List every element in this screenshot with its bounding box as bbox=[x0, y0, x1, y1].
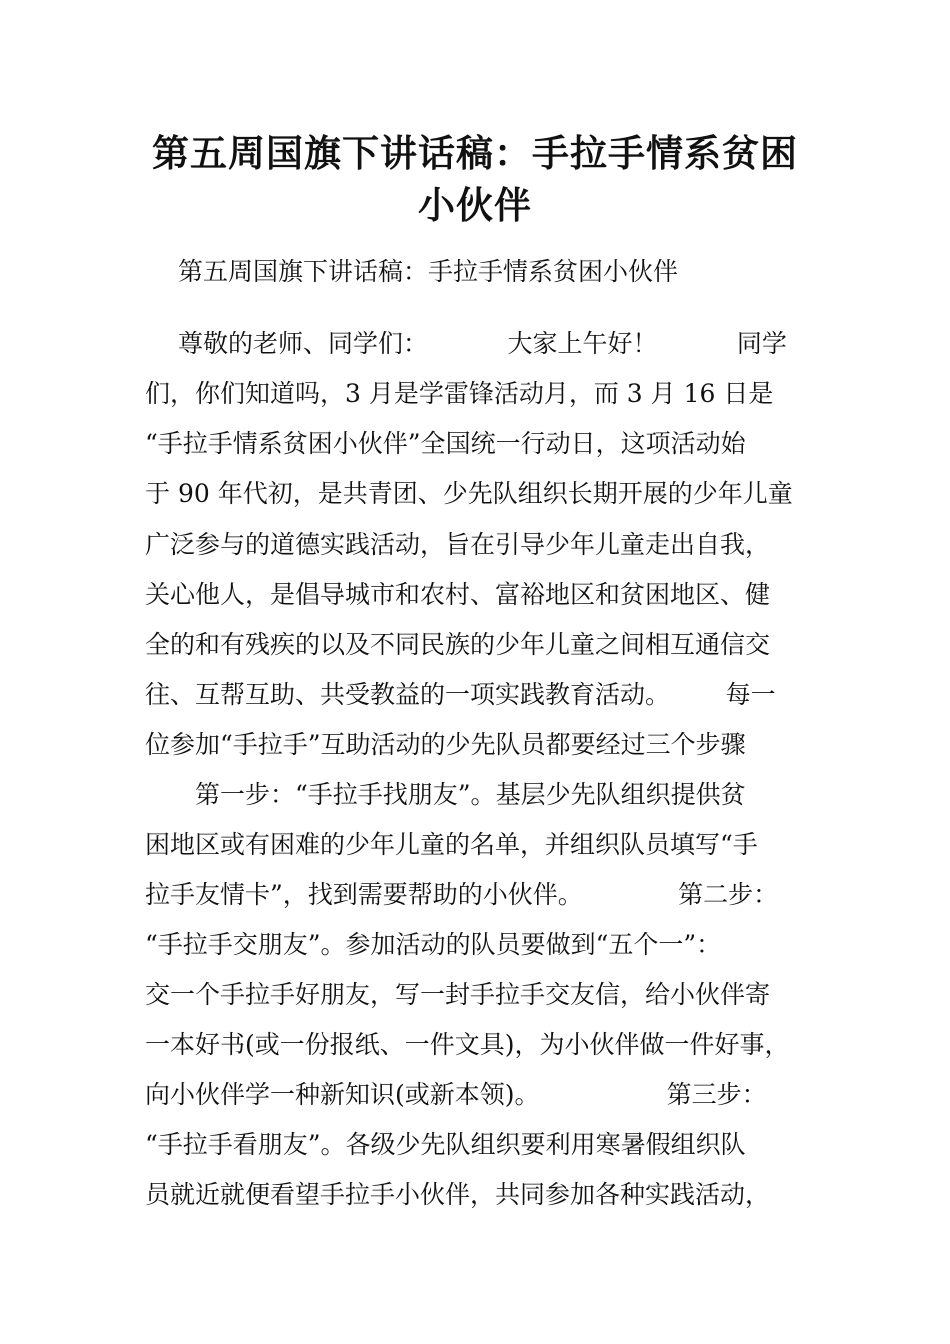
body-line: 拉手友情卡”，找到需要帮助的小伙伴。 第二步： bbox=[145, 880, 779, 909]
body-line: “手拉手看朋友”。各级少先队组织要利用寒暑假组织队 bbox=[145, 1130, 746, 1159]
body-line: 关心他人，是倡导城市和农村、富裕地区和贫困地区、健 bbox=[145, 580, 771, 609]
subtitle-line: 第五周国旗下讲话稿：手拉手情系贫困小伙伴 bbox=[178, 257, 679, 286]
title-line-1: 第五周国旗下讲话稿：手拉手情系贫困 bbox=[152, 132, 798, 175]
body-line: 第一步：“手拉手找朋友”。基层少先队组织提供贫 bbox=[195, 780, 746, 809]
body-line: 向小伙伴学一种新知识(或新本领)。 第三步： bbox=[145, 1080, 767, 1109]
body-line: 于 90 年代初，是共青团、少先队组织长期开展的少年儿童 bbox=[145, 479, 793, 508]
body-line: 全的和有残疾的以及不同民族的少年儿童之间相互通信交 bbox=[145, 630, 771, 659]
body-line: 位参加“手拉手”互助活动的少先队员都要经过三个步骤 bbox=[145, 730, 746, 759]
body-line: 困地区或有困难的少年儿童的名单，并组织队员填写“手 bbox=[145, 830, 758, 859]
body-line: 往、互帮互助、共受教益的一项实践教育活动。 每一 bbox=[145, 680, 776, 709]
body-line: 一本好书(或一份报纸、一件文具)，为小伙伴做一件好事， bbox=[145, 1030, 790, 1059]
body-line: 尊敬的老师、同学们： 大家上午好！ 同学 bbox=[178, 329, 787, 358]
title-line-2: 小伙伴 bbox=[418, 184, 532, 227]
body-line: 们，你们知道吗，3 月是学雷锋活动月，而 3 月 16 日是 bbox=[145, 379, 774, 408]
body-line: 广泛参与的道德实践活动，旨在引导少年儿童走出自我， bbox=[145, 530, 771, 559]
body-line: 员就近就便看望手拉手小伙伴，共同参加各种实践活动， bbox=[145, 1180, 771, 1209]
body-line: “手拉手交朋友”。参加活动的队员要做到“五个一”： bbox=[145, 930, 722, 959]
body-line: “手拉手情系贫困小伙伴”全国统一行动日，这项活动始 bbox=[145, 429, 746, 458]
document-title bbox=[120, 128, 830, 232]
body-line: 交一个手拉手好朋友，写一封手拉手交友信，给小伙伴寄 bbox=[145, 980, 771, 1009]
